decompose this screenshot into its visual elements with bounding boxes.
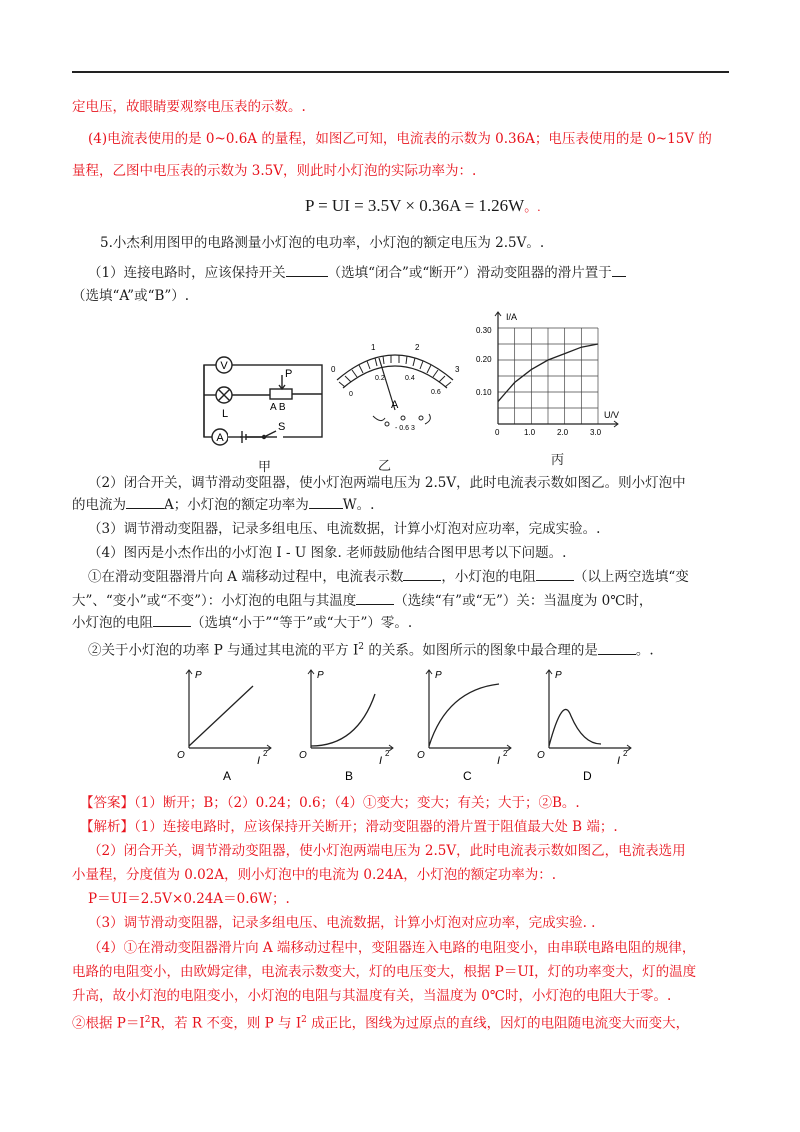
q2-text: A；小灯泡的额定功率为	[164, 497, 309, 513]
q2-text: W。.	[342, 497, 375, 513]
y-axis-label: I/A	[506, 312, 518, 322]
superscript: 2	[144, 1015, 151, 1025]
meter-scale-label: 0	[331, 365, 336, 374]
question-part: （4）图丙是小杰作出的小灯泡 I - U 图象. 老师鼓励他结合图甲思考以下问题。.	[88, 545, 567, 561]
axis-label-i2: I	[257, 755, 261, 767]
meter-inner-label: 0.2	[375, 375, 385, 382]
option-curve	[189, 686, 253, 746]
superscript: 2	[358, 642, 365, 652]
origin-label: O	[299, 750, 307, 761]
option-graphs	[175, 664, 655, 784]
y-tick-label: 0.10	[476, 388, 492, 397]
meter-inner-label: 0	[349, 391, 353, 398]
answer-blank	[126, 496, 164, 509]
answer-blank	[536, 568, 574, 581]
answer-blank	[403, 568, 441, 581]
q4-text: 的关系。如图所示的图象中最合理的是	[364, 642, 598, 659]
meter-scale-label: 2	[415, 343, 420, 352]
superscript: 2	[385, 749, 390, 758]
q4-text: （选续“有”或“无”）关：当温度为 0℃时，	[394, 593, 653, 609]
explanation-line: 电路的电阻变小，由欧姆定律，电流表示数变大，灯的电压变大，根据 P＝UI，灯的功率变大，灯的温度	[72, 964, 697, 980]
iu-graph	[468, 306, 628, 446]
origin-label: O	[417, 750, 425, 761]
option-graph	[415, 664, 525, 782]
x-tick-label: 2.0	[557, 428, 569, 437]
q4-text: ①在滑动变阻器滑片向 A 端移动过程中，电流表示数	[88, 569, 404, 585]
text-line: 量程，乙图中电压表的示数为 3.5V，则此时小灯泡的实际功率为：.	[72, 163, 477, 179]
meter-unit-label: A	[391, 399, 399, 411]
question-part	[72, 592, 652, 610]
meter-inner-label: 0.6	[431, 389, 441, 396]
option-graph	[297, 664, 407, 782]
exp-text: ②根据 P＝I	[72, 1015, 145, 1032]
option-graph	[175, 664, 285, 782]
q1-text: （1）连接电路时，应该保持开关	[88, 265, 286, 281]
q4-text: 小灯泡的电阻	[72, 615, 153, 631]
axis-label-p: P	[555, 670, 562, 681]
meter-scale-label: 1	[371, 343, 376, 352]
question-part: （2）闭合开关，调节滑动变阻器，使小灯泡两端电压为 2.5V，此时电流表示数如图乙。则小灯泡中	[88, 475, 686, 491]
answer-blank	[286, 264, 328, 277]
ammeter-dial	[325, 338, 465, 438]
axis-label-i2: I	[379, 755, 383, 767]
superscript: 2	[301, 1015, 307, 1025]
text-line: 定电压，故眼睛要观察电压表的示数。.	[72, 99, 306, 115]
question-title: 5.小杰利用图甲的电路测量小灯泡的电功率，小灯泡的额定电压为 2.5V。.	[100, 235, 545, 251]
meter-scale-label: 3	[455, 365, 460, 374]
circuit-diagram	[190, 353, 330, 453]
question-part	[88, 638, 654, 660]
question-part	[88, 264, 626, 282]
question-part: （3）调节滑动变阻器，记录多组电压、电流数据，计算小灯泡对应功率，完成实验。.	[88, 521, 601, 537]
x-axis-label: U/V	[604, 410, 620, 420]
switch-label: S	[278, 421, 286, 433]
option-graph	[535, 664, 645, 782]
axis-label-p: P	[195, 670, 202, 681]
option-curve	[311, 694, 375, 746]
meter-inner-label: 0.4	[405, 375, 415, 382]
option-label: D	[583, 769, 592, 782]
x-tick-label: 1.0	[524, 428, 536, 437]
slider-label: P	[285, 368, 293, 380]
option-label: B	[345, 769, 354, 782]
answer-blank	[598, 642, 636, 655]
option-label: C	[463, 769, 472, 782]
question-part: （选填“A”或“B”）.	[72, 288, 190, 304]
y-tick-label: 0.30	[476, 326, 492, 335]
answer-line: 【答案】（1）断开；B；（2）0.24；0.6；（4）①变大；变大；有关；大于；②B。.	[80, 795, 580, 811]
ammeter-label: A	[216, 432, 224, 444]
meter-terminals-label: - 0.6 3	[395, 425, 415, 432]
exp-text: R，若 R 不变，则 P 与 I	[150, 1015, 302, 1032]
option-curve	[549, 709, 601, 746]
q4-text: （选填“小于”“等于”或“大于”）零。.	[191, 615, 413, 631]
answer-blank	[153, 614, 191, 627]
voltmeter-label: V	[220, 360, 228, 372]
lamp-label: L	[222, 408, 229, 420]
answer-blank	[356, 592, 394, 605]
question-part	[88, 568, 689, 586]
q4-text: （以上两空选填“变	[573, 569, 689, 585]
explanation-line	[72, 1011, 689, 1033]
q2-text: 的电流为	[72, 497, 126, 513]
y-tick-label: 0.20	[476, 355, 492, 364]
option-label: A	[223, 769, 232, 782]
x-tick-label: 0	[495, 428, 500, 437]
origin-label: O	[537, 750, 545, 761]
question-part	[72, 496, 374, 514]
explanation-line: （4）①在滑动变阻器滑片向 A 端移动过程中，变阻器连入电路的电阻变小，由串联电路电阻的规律，	[88, 940, 696, 956]
power-formula	[305, 196, 540, 216]
figure-caption: 乙	[378, 459, 392, 474]
x-tick-label: 3.0	[590, 428, 602, 437]
explanation-line: 【解析】（1）连接电路时，应该保持开关断开；滑动变阻器的滑片置于阻值最大处 B 端；.	[80, 819, 618, 835]
explanation-line: （3）调节滑动变阻器，记录多组电压、电流数据，计算小灯泡对应功率，完成实验. .	[88, 915, 596, 931]
axis-label-p: P	[435, 670, 442, 681]
origin-label: O	[177, 750, 185, 761]
explanation-line: P＝UI＝2.5V×0.24A＝0.6W；.	[88, 891, 290, 907]
formula-text: P = UI = 3.5V × 0.36A = 1.26W	[305, 196, 525, 215]
top-rule	[72, 71, 729, 73]
q4-text: 。.	[635, 642, 654, 659]
answer-blank	[309, 496, 343, 509]
exp-text: 成正比，图线为过原点的直线，因灯的电阻随电流变大而变大，	[306, 1015, 690, 1032]
superscript: 2	[623, 749, 628, 758]
option-curve	[429, 684, 499, 746]
rheostat-ends-label: A B	[270, 402, 286, 413]
q4-text: 大”、“变小”或“不变”）：小灯泡的电阻与其温度	[72, 593, 357, 609]
answer-blank	[612, 264, 626, 277]
axis-label-i2: I	[497, 755, 501, 767]
q4-text: ，小灯泡的电阻	[441, 569, 536, 585]
superscript: 2	[503, 749, 508, 758]
explanation-line: 小量程，分度值为 0.02A，则小灯泡中的电流为 0.24A，小灯泡的额定功率为：.	[72, 867, 556, 883]
formula-tail: 。.	[524, 199, 541, 214]
q4-text: ②关于小灯泡的功率 P 与通过其电流的平方 I	[88, 642, 359, 659]
text-line: (4)电流表使用的是 0~0.6A 的量程，如图乙可知，电流表的示数为 0.36A；电压表使用的是 0~15V 的	[88, 131, 712, 147]
figure-caption: 甲	[258, 460, 272, 475]
explanation-line: （2）闭合开关，调节滑动变阻器，使小灯泡两端电压为 2.5V，此时电流表示数如图乙，电流表选用	[88, 843, 686, 859]
figure-caption: 丙	[551, 453, 565, 468]
explanation-line: 升高，故小灯泡的电阻变小，小灯泡的电阻与其温度有关，当温度为 0℃时，小灯泡的电阻大于零。.	[72, 988, 672, 1004]
axis-label-i2: I	[617, 755, 621, 767]
axis-label-p: P	[317, 670, 324, 681]
superscript: 2	[263, 749, 268, 758]
question-part	[72, 614, 412, 632]
q1-text: （选填“闭合”或“断开”）滑动变阻器的滑片置于	[327, 265, 612, 281]
